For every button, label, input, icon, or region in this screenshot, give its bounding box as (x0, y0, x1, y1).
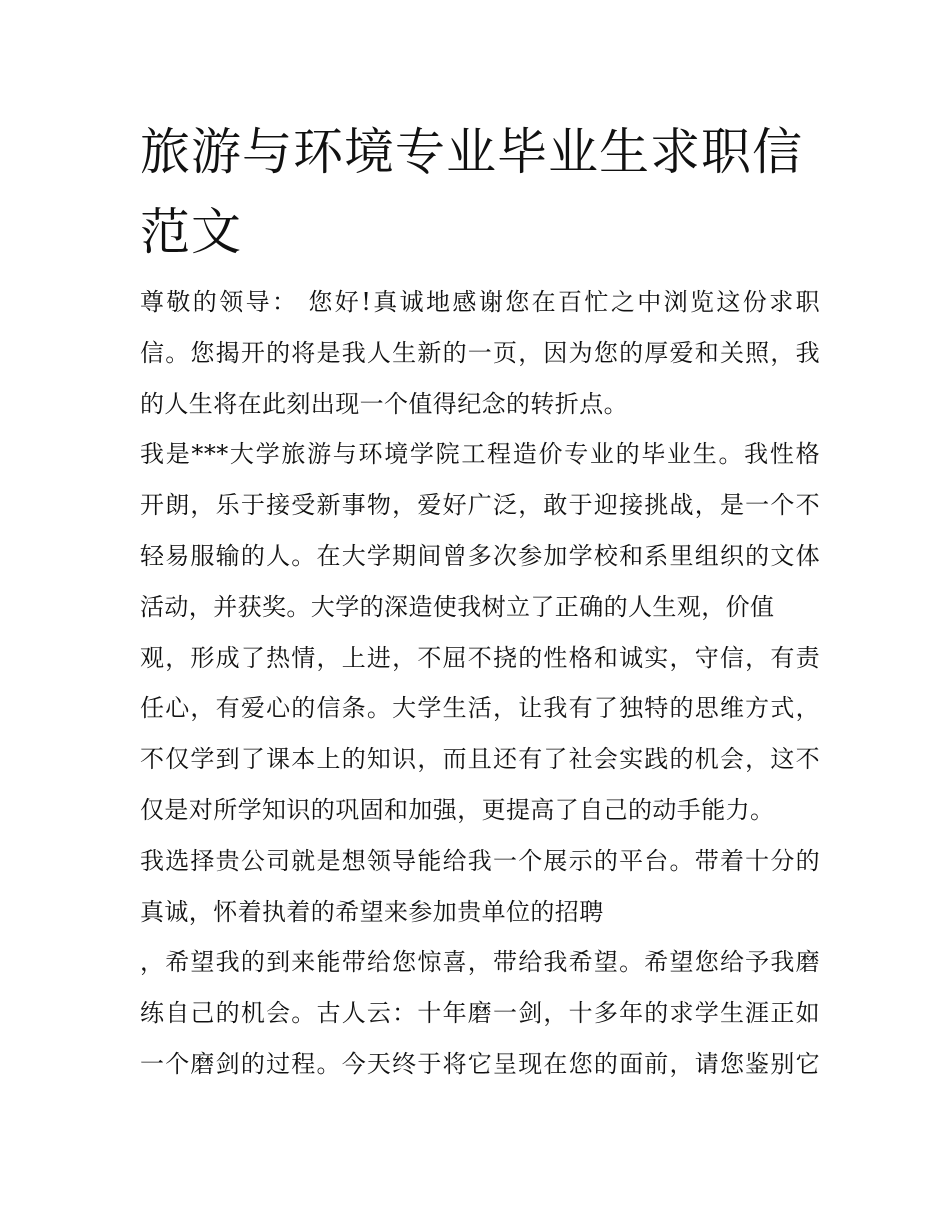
body-line: 我选择贵公司就是想领导能给我一个展示的平台。带着十分的 (140, 846, 820, 875)
body-line: 轻易服输的人。在大学期间曾多次参加学校和系里组织的文体 (140, 541, 820, 570)
body-line: 我是***大学旅游与环境学院工程造价专业的毕业生。我性格 (140, 440, 820, 469)
body-line: 真诚，怀着执着的希望来参加贵单位的招聘 (140, 897, 604, 926)
body-line: 一个磨剑的过程。今天终于将它呈现在您的面前，请您鉴别它 (140, 1049, 820, 1078)
body-line: 的人生将在此刻出现一个值得纪念的转折点。 (140, 389, 628, 418)
body-line: 任心，有爱心的信条。大学生活，让我有了独特的思维方式， (140, 694, 820, 723)
title-line-1: 旅游与环境专业毕业生求职信 (140, 123, 803, 181)
body-line: ，希望我的到来能带给您惊喜，带给我希望。希望您给予我磨 (140, 948, 820, 977)
body-line: 不仅学到了课本上的知识，而且还有了社会实践的机会，这不 (140, 745, 820, 774)
document-title (140, 112, 820, 272)
body-line: 信。您揭开的将是我人生新的一页，因为您的厚爱和关照，我 (140, 338, 820, 367)
letter-body (140, 277, 820, 1090)
title-line-2: 范文 (140, 203, 242, 261)
body-line: 练自己的机会。古人云：十年磨一剑，十多年的求学生涯正如 (140, 999, 820, 1028)
body-line: 仅是对所学知识的巩固和加强，更提高了自己的动手能力。 (140, 795, 775, 824)
body-line: 观，形成了热情，上进，不屈不挠的性格和诚实，守信，有责 (140, 643, 820, 672)
body-line: 尊敬的领导： 您好!真诚地感谢您在百忙之中浏览这份求职 (140, 288, 820, 316)
body-line: 开朗，乐于接受新事物，爱好广泛，敢于迎接挑战，是一个不 (140, 491, 820, 520)
body-line: 活动，并获奖。大学的深造使我树立了正确的人生观，价值 (140, 592, 775, 621)
